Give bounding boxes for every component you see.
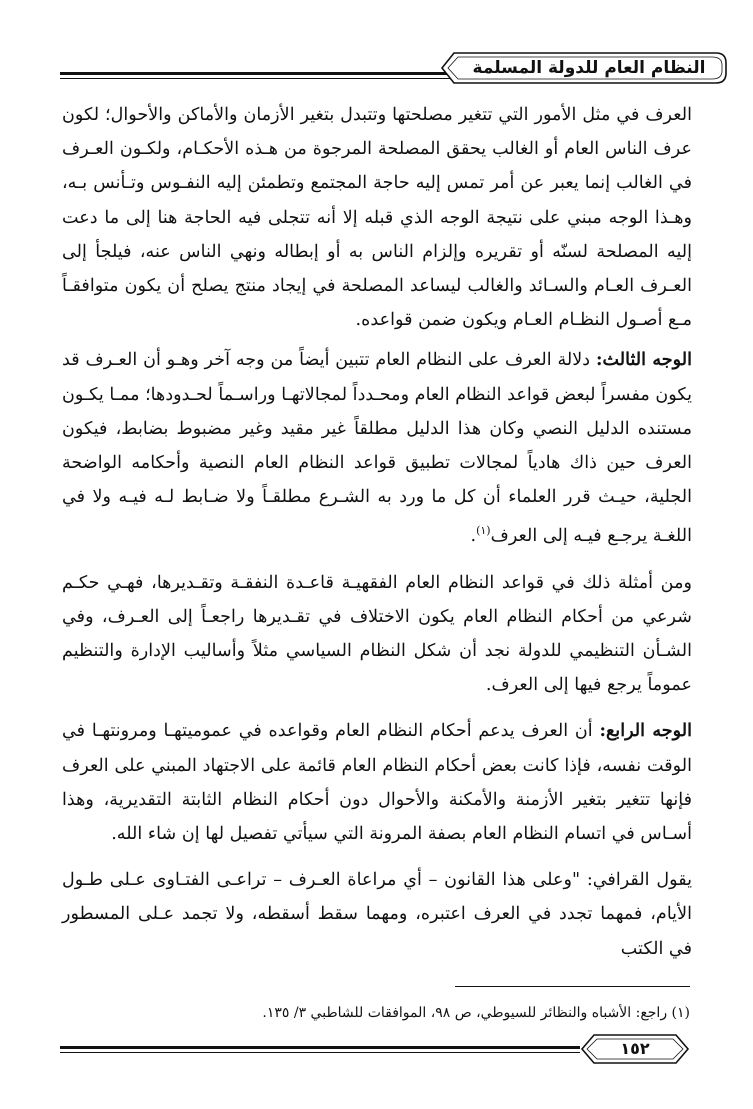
header-title: النظام العام للدولة المسلمة <box>472 58 706 78</box>
paragraph-3: ومن أمثلة ذلك في قواعد النظام العام الفقهيـة قاعـدة النفقـة وتقـديرها، فهـي حكـم شرعي من أحكام النظام العام يكون الاختلاف في تقـديرها راجعـاً إلى العـرف، وفي الشـأن التنظيمي للدولة نجد أن شكل النظام السياسي مثلاً وأساليب الإدارة والتنظيم عموماً يرجع فيها إلى العرف. <box>62 572 692 696</box>
paragraph-2-end: . <box>470 526 477 547</box>
paragraph-4 <box>62 714 692 851</box>
section-lead-third: الوجه الثالث: <box>595 349 692 371</box>
running-header <box>60 44 706 90</box>
paragraph-4-text: أن العرف يدعم أحكام النظام العام وقواعده في عموميتهـا ومرونتهـا في الوقت نفسه، فإذا كانت بعض أحكام النظام العام قائمة على الاجتهاد المبني على العرف فإنها تتغير بتغير الأزمنة والأمكنة والأحوال دون أحكام النظام الثابتة التقديرية، وهذا أسـاس في اتسام النظام العام بصفة المرونة التي سيأتي تفصيل لها إن شاء الله. <box>62 721 692 844</box>
header-rule-thin <box>60 78 490 79</box>
paragraph-2-text: دلالة العرف على النظام العام تتبين أيضاً من وجه آخر وهـو أن العـرف قد يكون مفسراً لبعض قواعد النظام العام ومحـدداً لمجالاتهـا وراسـماً لحـدودها؛ ممـا يكـون مستنده الدليل النصي وكان هذا الدليل مطلقاً غير مقيد وغير مضبوط بضابط، فيكون العرف حين ذاك هادياً لمجالات تطبيق قواعد النظام العام النصية وأحكامه الواضحة الجلية، حيـث قرر العلماء أن كل ما ورد به الشـرع مطلقـاً ولا ضـابط لـه فيـه ولا في اللغـة يرجـع فيـه إلى العرف <box>62 350 692 547</box>
page-number: ١٥٢ <box>620 1039 650 1058</box>
main-text <box>62 98 692 978</box>
footer-rule-thick <box>60 1046 580 1049</box>
paragraph-1: العرف في مثل الأمور التي تتغير مصلحتها وتتبدل بتغير الأزمان والأماكن والأحوال؛ لكون عرف الناس العام أو الغالب يحقق المصلحة المرجوة من هـذه الأحكـام، ولكـون العـرف في الغالب إنما يعبر عن أمر تمس إليه حاجة المجتمع وتطمئن إليه النفـوس وتـأنس بـه، وهـذا الوجه مبني على نتيجة الوجه الذي قبله إلا أنه تتجلى فيه الحاجة هنا إلى ما دعت إليه المصلحة لسنّه أو تقريره وإلزام الناس به أو إبطاله ونهي الناس عنه، فيلجأ إلى العـرف العـام والسـائد والغالب ليساعد المصلحة في إيجاد منتج يصلح أن يكون متوافقـاً مـع أصـول النظـام العـام ويكون ضمن قواعده. <box>62 105 692 331</box>
footnote-ref[interactable]: (١) <box>476 524 491 538</box>
section-lead-fourth: الوجه الرابع: <box>599 720 692 742</box>
footnote: (١) راجع: الأشباه والنظائر للسيوطي، ص ٩٨، الموافقات للشاطبي ٣/ ١٣٥. <box>262 1005 690 1021</box>
header-title-badge <box>440 50 730 86</box>
page-footer <box>60 1028 700 1068</box>
footer-rule-thin <box>60 1052 580 1053</box>
paragraph-2 <box>62 343 692 553</box>
footnote-separator <box>455 986 690 987</box>
page-number-badge <box>580 1032 690 1066</box>
header-rule-thick <box>60 72 490 75</box>
paragraph-5: يقول القرافي: "وعلى هذا القانون – أي مراعاة العـرف – تراعـى الفتـاوى عـلى طـول الأيام، فمهما تجدد في العرف اعتبره، ومهما سقط أسقطه، ولا تجمد عـلى المسطور في الكتب <box>62 870 692 959</box>
